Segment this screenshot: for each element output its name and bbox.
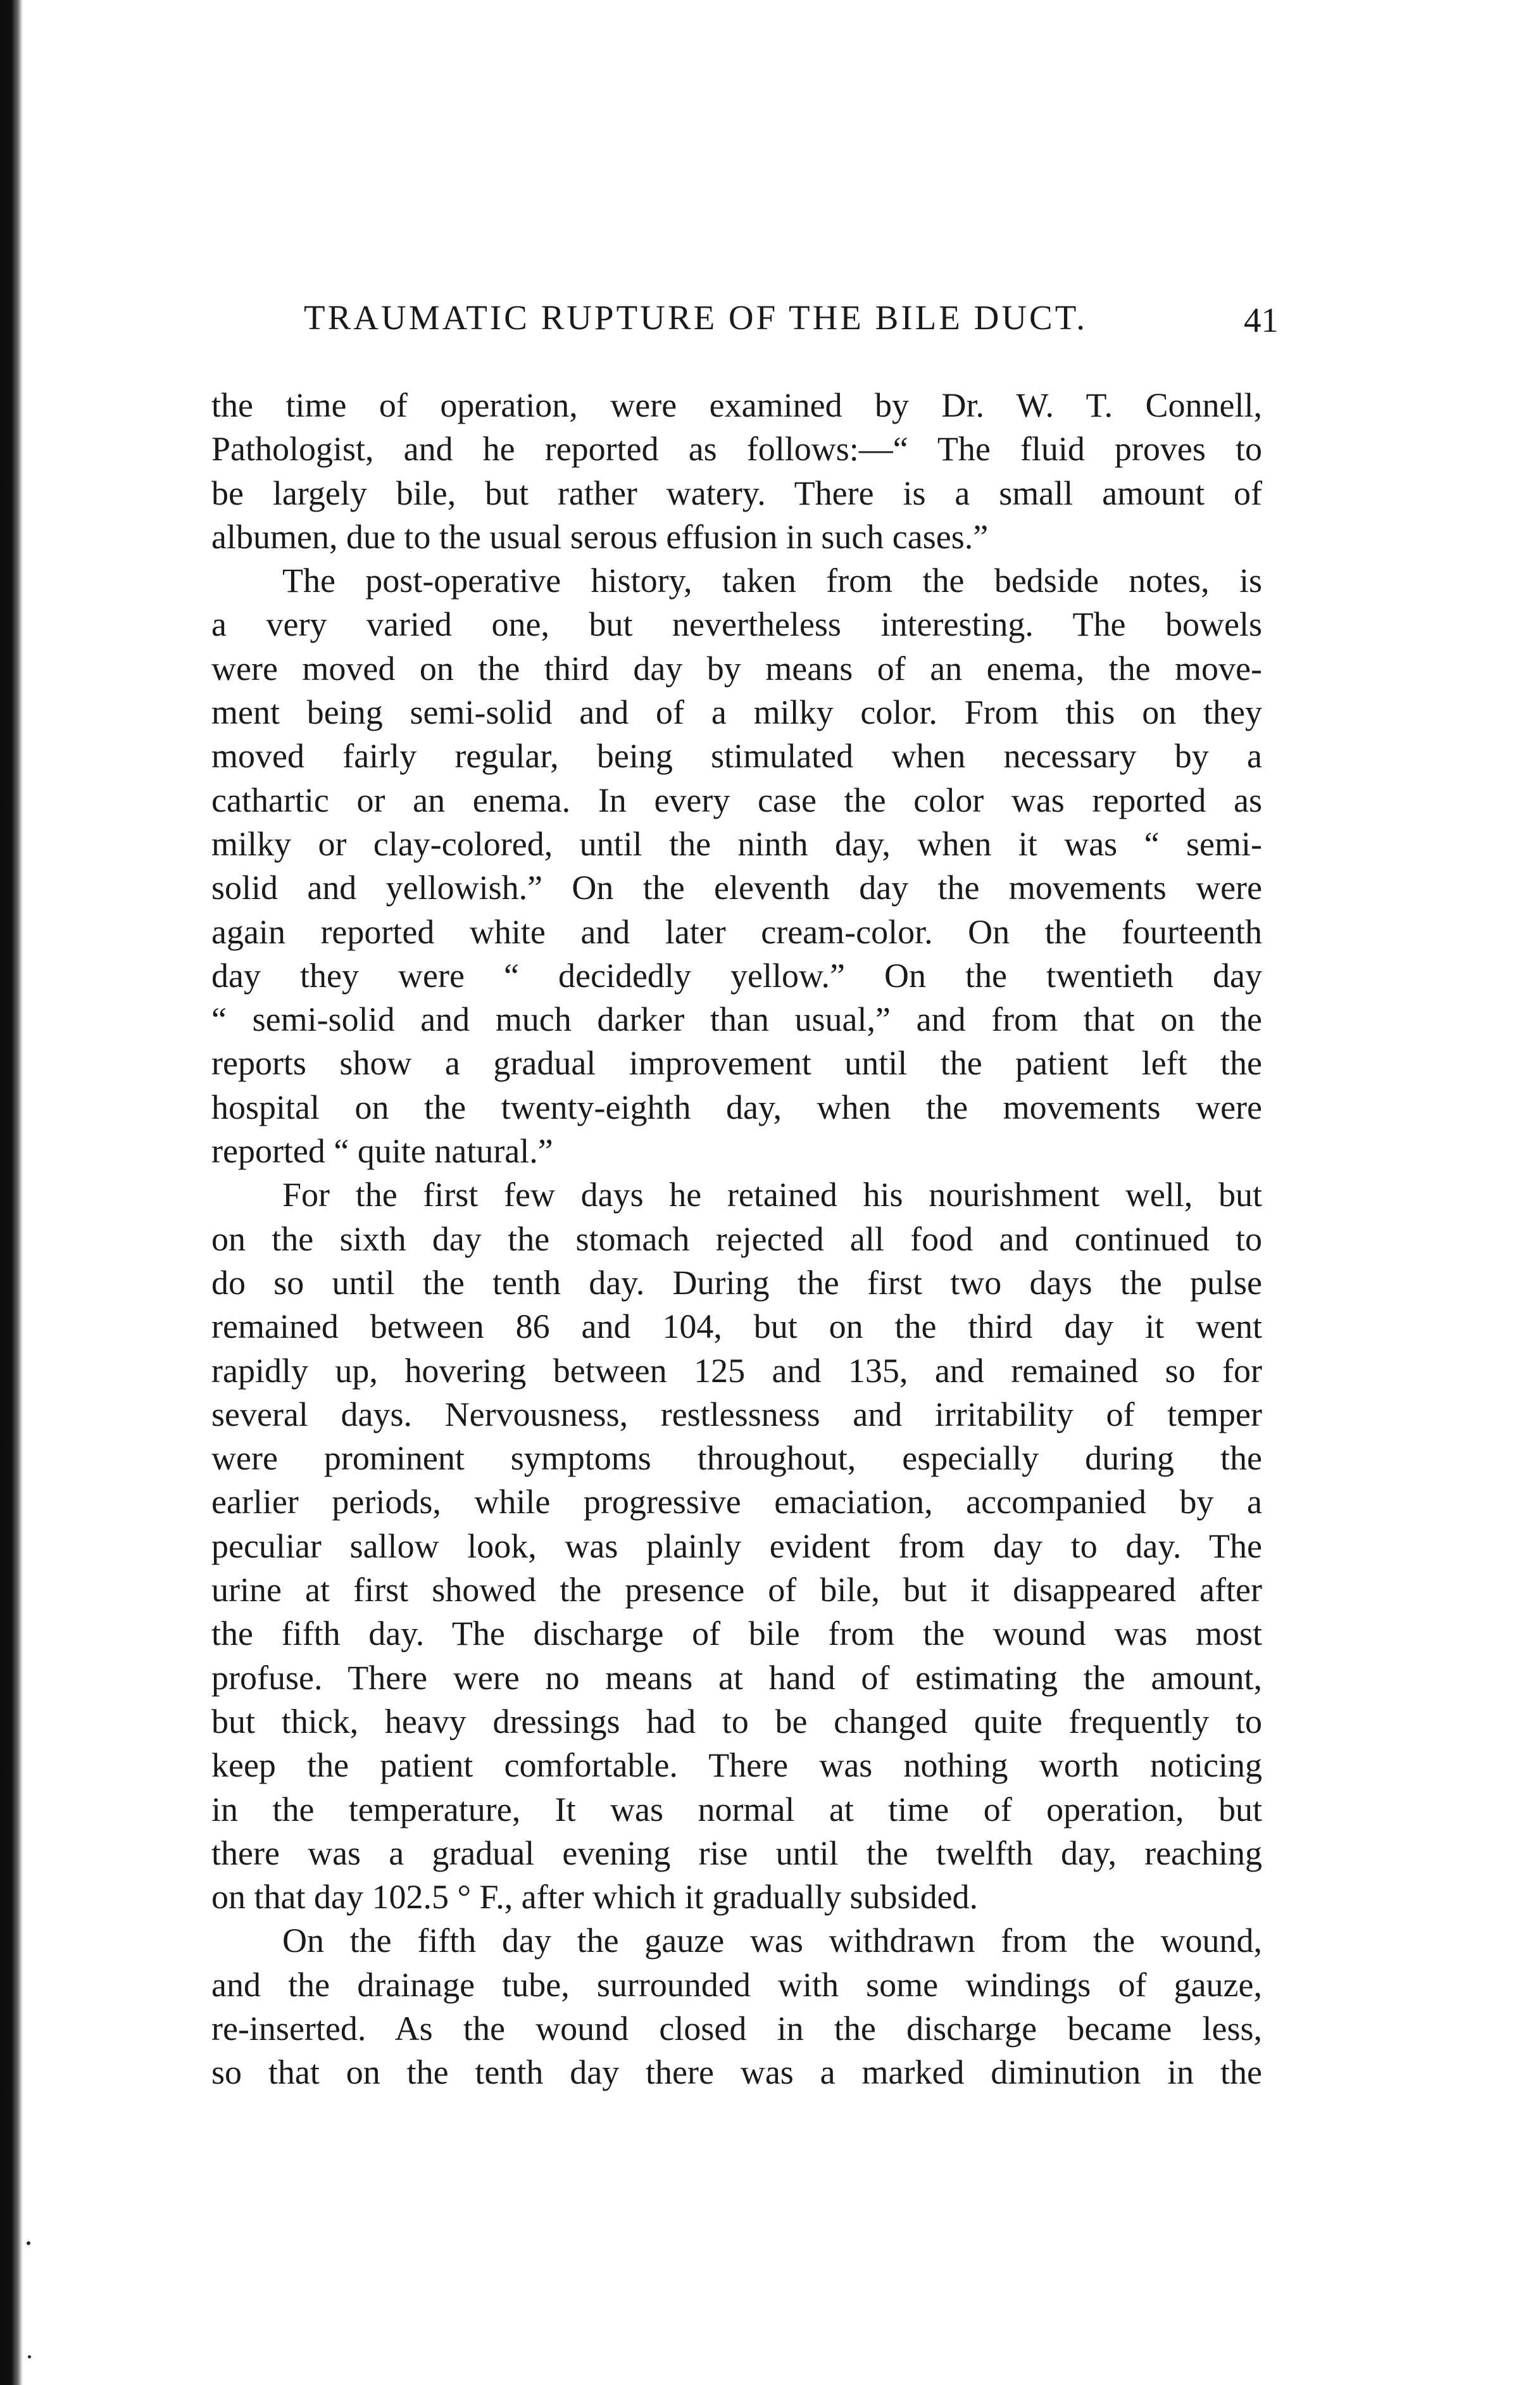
text-line: several days. Nervousness, restlessness and irritability of temper	[211, 1395, 1262, 1433]
text-line: remained between 86 and 104, but on the third day it went	[211, 1307, 1262, 1346]
text-line: the time of operation, were examined by Dr. W. T. Connell,	[211, 386, 1262, 424]
text-line: on the sixth day the stomach rejected all food and continued to	[211, 1219, 1262, 1258]
text-line: hospital on the twenty-eighth day, when the movements were	[211, 1088, 1262, 1126]
text-line: so that on the tenth day there was a marked diminution in the	[211, 2053, 1262, 2092]
text-line: cathartic or an enema. In every case the color was reported as	[211, 781, 1262, 819]
text-line: again reported white and later cream-color. On the fourteenth	[211, 912, 1262, 951]
text-line: profuse. There were no means at hand of estimating the amount,	[211, 1658, 1262, 1697]
body-text	[211, 384, 1262, 2095]
text-line: On the fifth day the gauze was withdrawn from the wound,	[282, 1922, 1262, 1960]
text-line: in the temperature, It was normal at time of operation, but	[211, 1790, 1262, 1828]
binding-speck	[28, 2355, 31, 2358]
text-line: re-inserted. As the wound closed in the discharge became less,	[211, 2009, 1262, 2048]
text-line: a very varied one, but nevertheless interesting. The bowels	[211, 605, 1262, 644]
text-line: on that day 102.5 ° F., after which it gradually subsided.	[211, 1878, 979, 1916]
text-line: reported “ quite natural.”	[211, 1132, 553, 1171]
text-line: keep the patient comfortable. There was nothing worth noticing	[211, 1746, 1262, 1785]
text-line: the fifth day. The discharge of bile from the wound was most	[211, 1614, 1262, 1653]
running-head: TRAUMATIC RUPTURE OF THE BILE DUCT.	[304, 298, 1087, 337]
binding-speck	[27, 2241, 30, 2245]
page-number: 41	[1244, 301, 1279, 339]
text-line: ment being semi-solid and of a milky color. From this on they	[211, 693, 1262, 732]
text-line: milky or clay-colored, until the ninth day, when it was “ semi-	[211, 824, 1262, 863]
text-line: peculiar sallow look, was plainly evident from day to day. The	[211, 1526, 1262, 1565]
text-line: do so until the tenth day. During the first two days the pulse	[211, 1263, 1262, 1302]
binding-edge	[0, 0, 23, 2385]
text-line: were prominent symptoms throughout, especially during the	[211, 1439, 1262, 1478]
text-line: be largely bile, but rather watery. There is a small amount of	[211, 474, 1262, 512]
text-line: earlier periods, while progressive emaciation, accompanied by a	[211, 1483, 1262, 1521]
text-line: urine at first showed the presence of bile, but it disappeared after	[211, 1571, 1262, 1609]
text-line: but thick, heavy dressings had to be changed quite frequently to	[211, 1702, 1262, 1740]
text-line: were moved on the third day by means of an enema, the move-	[211, 649, 1262, 688]
text-line: “ semi-solid and much darker than usual,” and from that on the	[211, 1000, 1262, 1039]
text-line: reports show a gradual improvement until the patient left the	[211, 1044, 1262, 1083]
text-line: there was a gradual evening rise until the twelfth day, reaching	[211, 1834, 1262, 1872]
text-line: For the first few days he retained his nourishment well, but	[282, 1176, 1262, 1214]
text-line: day they were “ decidedly yellow.” On the twentieth day	[211, 956, 1262, 995]
text-line: and the drainage tube, surrounded with some windings of gauze,	[211, 1965, 1262, 2004]
text-line: albumen, due to the usual serous effusion in such cases.”	[211, 517, 989, 556]
text-line: rapidly up, hovering between 125 and 135, and remained so for	[211, 1351, 1262, 1390]
text-line: solid and yellowish.” On the eleventh day the movements were	[211, 869, 1262, 907]
page-header	[304, 298, 1279, 342]
text-line: The post-operative history, taken from the bedside notes, is	[282, 562, 1262, 600]
text-line: moved fairly regular, being stimulated when necessary by a	[211, 737, 1262, 776]
text-line: Pathologist, and he reported as follows:—“ The fluid proves to	[211, 430, 1262, 469]
